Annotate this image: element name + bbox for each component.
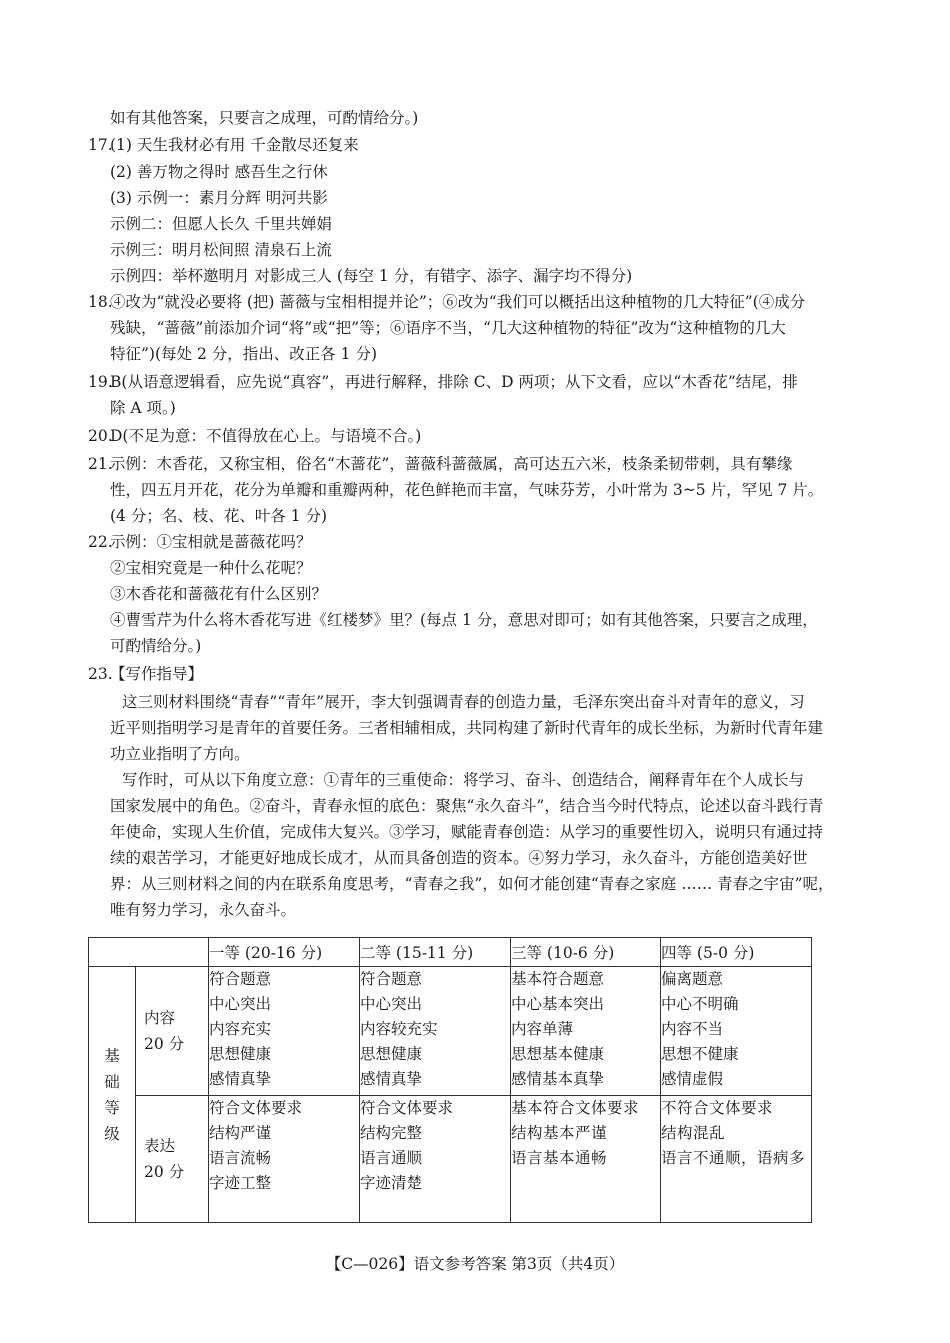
text-line: (4 分；名、枝、花、叶各 1 分) xyxy=(110,507,328,525)
criterion-item: 感情基本真挚 xyxy=(511,1070,605,1088)
criterion-item: 结构基本严谨 xyxy=(511,1124,608,1142)
content-grade-1 xyxy=(209,967,360,1096)
basic-level-label: 基 础 等 级 xyxy=(89,967,136,1223)
expression-grade-4 xyxy=(661,1096,812,1223)
criterion-item: 字迹清楚 xyxy=(360,1174,423,1192)
question-number: 17. xyxy=(88,136,113,154)
text-line: 示例：①宝相就是蔷薇花吗？ xyxy=(110,533,312,551)
text-line: (2) 善万物之得时 感吾生之行休 xyxy=(110,163,328,181)
expression-row-label: 表达 20 分 xyxy=(136,1096,209,1223)
question-number: 21. xyxy=(88,455,113,473)
criterion-item: 语言基本通畅 xyxy=(511,1149,608,1167)
criterion-item: 语言不通顺，语病多 xyxy=(661,1149,806,1167)
question-number: 19. xyxy=(88,373,113,391)
text-line: 可酌情给分。) xyxy=(110,637,202,655)
text-line: 残缺，“蔷薇”前添加介词“将”或“把”等；⑥语序不当，“几大这种植物的特征”改为“这种植物的几大 xyxy=(110,319,786,337)
criterion-item: 思想健康 xyxy=(360,1045,423,1063)
criterion-item: 语言通顺 xyxy=(360,1149,423,1167)
criterion-item: 思想基本健康 xyxy=(511,1045,605,1063)
criterion-item: 感情虚假 xyxy=(661,1070,724,1088)
text-line: 【写作指导】 xyxy=(110,665,204,683)
expression-grade-3 xyxy=(511,1096,661,1223)
criterion-item: 内容单薄 xyxy=(511,1020,574,1038)
criterion-item: 感情真挚 xyxy=(209,1070,272,1088)
text-line: (1) 天生我材必有用 千金散尽还复来 xyxy=(110,136,359,154)
text-line: 性，四五月开花，花分为单瓣和重瓣两种，花色鲜艳而丰富，气味芬芳，小叶常为 3~5 片，罕见 7 片。 xyxy=(110,481,824,499)
question-number: 18. xyxy=(88,293,113,311)
question-number: 22. xyxy=(88,533,113,551)
content-grade-3 xyxy=(511,967,661,1096)
criterion-item: 结构完整 xyxy=(360,1124,423,1142)
text-line: ④改为“就没必要将 (把) 蔷薇与宝相相提并论”；⑥改为“我们可以概括出这种植物的几大特征”(④成分 xyxy=(110,293,806,311)
text-line: ③木香花和蔷薇花有什么区别？ xyxy=(110,585,328,603)
criterion-item: 符合文体要求 xyxy=(360,1099,454,1117)
criterion-item: 语言流畅 xyxy=(209,1149,272,1167)
expression-grade-2 xyxy=(360,1096,511,1223)
text-line: B(从语意逻辑看，应先说“真容”，再进行解释，排除 C、D 两项；从下文看，应以“木香花”结尾，排 xyxy=(110,373,798,391)
table-row-content xyxy=(89,967,812,1096)
page-footer: 【C—026】语文参考答案 第3页（共4页） xyxy=(325,1255,625,1273)
text-line: 示例三：明月松间照 清泉石上流 xyxy=(110,241,332,259)
criterion-item: 基本符合题意 xyxy=(511,970,605,988)
text-line: 示例：木香花，又称宝相，俗名“木蔷花”，蔷薇科蔷薇属，高可达五六米，枝条柔韧带刺，具有攀缘 xyxy=(110,455,793,473)
criterion-item: 中心突出 xyxy=(360,995,423,1013)
criterion-item: 思想不健康 xyxy=(661,1045,739,1063)
essay-scoring-table xyxy=(88,937,812,1223)
text-line: 如有其他答案，只要言之成理，可酌情给分。) xyxy=(110,109,419,127)
text-line: 年使命，实现人生价值，完成伟大复兴。③学习，赋能青春创造：从学习的重要性切入，说明只有通过持 xyxy=(110,823,824,841)
criterion-item: 内容不当 xyxy=(661,1020,724,1038)
criterion-item: 基本符合文体要求 xyxy=(511,1099,640,1117)
expression-grade-1 xyxy=(209,1096,360,1223)
text-line: D(不足为意：不值得放在心上。与语境不合。) xyxy=(110,427,422,445)
criterion-item: 感情真挚 xyxy=(360,1070,423,1088)
content-grade-2 xyxy=(360,967,511,1096)
criterion-item: 符合题意 xyxy=(209,970,272,988)
criterion-item: 结构严谨 xyxy=(209,1124,272,1142)
text-line: 唯有努力学习，永久奋斗。 xyxy=(110,901,297,919)
grade-3-header: 三等 (10-6 分) xyxy=(511,938,661,967)
table-corner-cell xyxy=(89,938,209,967)
text-line: 特征”)(每处 2 分，指出、改正各 1 分) xyxy=(110,345,377,363)
criterion-item: 中心不明确 xyxy=(661,995,739,1013)
content-row-label: 内容 20 分 xyxy=(136,967,209,1096)
text-line: 这三则材料围绕“青春”“青年”展开，李大钊强调青春的创造力量，毛泽东突出奋斗对青年的意义，习 xyxy=(122,693,805,711)
criterion-item: 结构混乱 xyxy=(661,1124,726,1142)
content-grade-4 xyxy=(661,967,812,1096)
criterion-item: 偏离题意 xyxy=(661,970,724,988)
grade-2-header: 二等 (15-11 分) xyxy=(360,938,511,967)
criterion-item: 符合题意 xyxy=(360,970,423,988)
criterion-item: 符合文体要求 xyxy=(209,1099,303,1117)
text-line: (3) 示例一：素月分辉 明河共影 xyxy=(110,189,328,207)
text-line: 续的艰苦学习，才能更好地成长成才，从而具备创造的资本。④努力学习，永久奋斗，方能创造美好世 xyxy=(110,849,808,867)
table-row-expression xyxy=(89,1096,812,1223)
criterion-item: 中心突出 xyxy=(209,995,272,1013)
text-line: 功立业指明了方向。 xyxy=(110,745,250,763)
table-header-row xyxy=(89,938,812,967)
text-line: 示例二：但愿人长久 千里共婵娟 xyxy=(110,215,332,233)
text-line: 示例四：举杯邀明月 对影成三人 (每空 1 分，有错字、添字、漏字均不得分) xyxy=(110,267,633,285)
text-line: 国家发展中的角色。②奋斗，青春永恒的底色：聚焦“永久奋斗”，结合当今时代特点，论述以奋斗践行青 xyxy=(110,797,824,815)
grade-4-header: 四等 (5-0 分) xyxy=(661,938,812,967)
criterion-item: 思想健康 xyxy=(209,1045,272,1063)
grade-1-header: 一等 (20-16 分) xyxy=(209,938,360,967)
criterion-item: 中心基本突出 xyxy=(511,995,605,1013)
criterion-item: 不符合文体要求 xyxy=(661,1099,774,1117)
text-line: 界：从三则材料之间的内在联系角度思考，“青春之我”，如何才能创建“青春之家庭 …… 青春之宇宙”呢， xyxy=(110,875,834,893)
criterion-item: 内容充实 xyxy=(209,1020,272,1038)
text-line: 近平则指明学习是青年的首要任务。三者相辅相成，共同构建了新时代青年的成长坐标，为新时代青年建 xyxy=(110,719,824,737)
question-number: 23. xyxy=(88,665,113,683)
question-number: 20. xyxy=(88,427,113,445)
text-line: ②宝相究竟是一种什么花呢？ xyxy=(110,559,312,577)
text-line: 写作时，可从以下角度立意：①青年的三重使命：将学习、奋斗、创造结合，阐释青年在个人成长与 xyxy=(122,771,805,789)
text-line: 除 A 项。) xyxy=(110,399,176,417)
criterion-item: 字迹工整 xyxy=(209,1174,272,1192)
criterion-item: 内容较充实 xyxy=(360,1020,438,1038)
text-line: ④曹雪芹为什么将木香花写进《红楼梦》里？(每点 1 分，意思对即可；如有其他答案，只要言之成理， xyxy=(110,611,818,629)
